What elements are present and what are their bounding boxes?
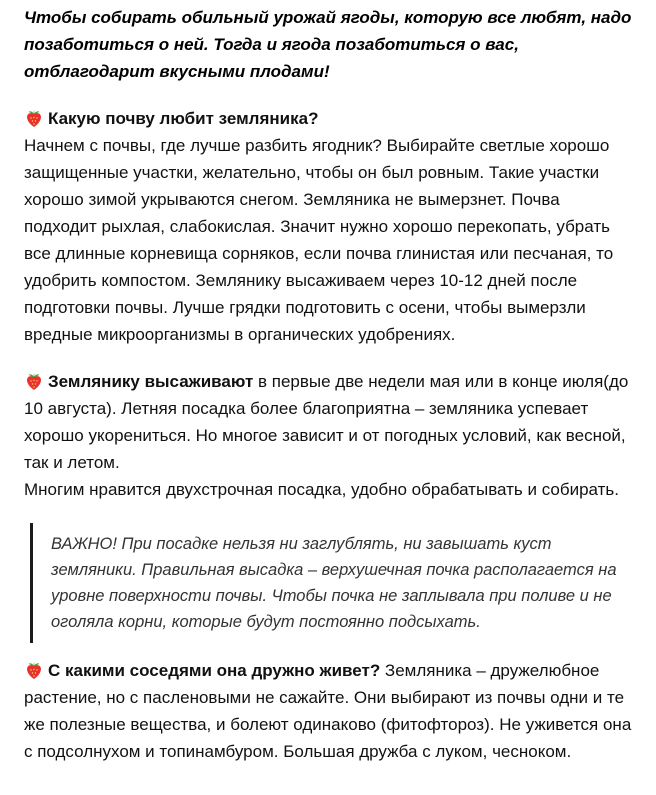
spacer (24, 643, 636, 657)
strawberry-icon (24, 371, 44, 391)
spacer (24, 85, 636, 105)
spacer (24, 503, 636, 523)
soil-body: Начнем с почвы, где лучше разбить ягодник? Выбирайте светлые хорошо защищенные участки, желательно, чтобы он был ровным. Такие участки хорошо зимой укрываются снегом. Земляника не вымерзнет. Почва подходит рыхлая, слабокислая. Значит нужно хорошо перекопать, убрать все длинные корневища сорняков, если почва глинистая или песчаная, то удобрить компостом. Землянику высаживаем через 10-12 дней после подготовки почвы. Лучше грядки подготовить с осени, чтобы вымерзли вредные микроорганизмы в органических удобрениях. (24, 136, 614, 344)
section-soil (24, 105, 636, 348)
soil-heading-line (24, 105, 636, 132)
neighbors-body: Земляника – дружелюбное растение, но с пасленовыми не сажайте. Они выбирают из почвы одни и те же полезные вещества, и болеют одинаково (фитофтороз). Не уживется она с подсолнухом и топинамбуром. Большая дружба с луком, чесноком. (24, 661, 632, 761)
spacer (24, 348, 636, 368)
soil-heading: Какую почву любит земляника? (48, 109, 319, 128)
neighbors-heading: С какими соседями она дружно живет? (48, 661, 381, 680)
planting-extra: Многим нравится двухстрочная посадка, удобно обрабатывать и собирать. (24, 480, 619, 499)
planting-paragraph (24, 368, 636, 476)
planting-body: в первые две недели мая или в конце июля(до 10 августа). Летняя посадка более благоприятна – земляника успевает хорошо укорениться. Но многое зависит и от погодных условий, как весной, так и летом. (24, 372, 629, 472)
strawberry-icon (24, 660, 44, 680)
strawberry-icon (24, 108, 44, 128)
section-planting (24, 368, 636, 503)
neighbors-paragraph (24, 657, 636, 765)
section-neighbors (24, 657, 636, 765)
lead-paragraph: Чтобы собирать обильный урожай ягоды, которую все любят, надо позаботиться о ней. Тогда и ягода позаботиться о вас, отблагодарит вкусными плодами! (24, 8, 632, 81)
article (0, 4, 656, 765)
planting-heading: Землянику высаживают (48, 372, 254, 391)
important-note: ВАЖНО! При посадке нельзя ни заглублять, ни завышать куст земляники. Правильная высадка – верхушечная почка располагается на уровне поверхности почвы. Чтобы почка не заплывала при поливе и не оголяла корни, которые будут постоянно подсыхать. (30, 523, 636, 643)
